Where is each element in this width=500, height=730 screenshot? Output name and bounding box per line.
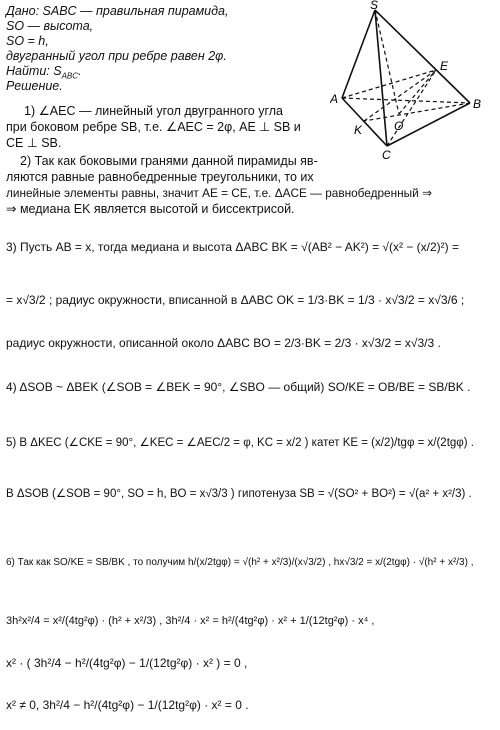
step6-line1: 6) Так как SO/KE = SB/BK , то получим h/(x/2tgφ) = √(h² + x²/3)/(x√3/2) , hx√3/2 = x/(2tgφ) · √(h² + x²/3) , — [6, 557, 474, 568]
given-line-2: SO — высота, — [6, 19, 94, 33]
figure-label-S: S — [370, 0, 379, 12]
figure-label-E: E — [440, 59, 449, 73]
step6-line4: x² ≠ 0, 3h²/4 − h²/(4tg²φ) − 1/(12tg²φ) · x² = 0 . — [6, 698, 249, 712]
step3-line1: 3) Пусть AB = x, тогда медиана и высота ΔABC BK = √(AB² − AK²) = √(x² − (x/2)²) = — [6, 240, 460, 254]
step6-line3: x² · ( 3h²/4 − h²/(4tg²φ) − 1/(12tg²φ) · x² ) = 0 , — [6, 656, 248, 670]
figure-label-B: B — [473, 97, 482, 111]
step5-line1: 5) В ΔKEC (∠CKE = 90°, ∠KEC = ∠AEC/2 = φ, KC = x/2 ) катет KE = (x/2)/tgφ = x/(2tgφ) . — [6, 437, 474, 449]
step2-line4: ⇒ медиана EK является высотой и биссектрисой. — [6, 202, 295, 216]
step2-line1: 2) Так как боковыми гранями данной пирамиды яв- — [20, 154, 318, 168]
step6-line2: 3h²x²/4 = x²/(4tg²φ) · (h² + x²/3) , 3h²/4 · x² = h²/(4tg²φ) · x² + 1/(12tg²φ) · x⁴ , — [6, 615, 375, 627]
step1-line3: CE ⊥ SB. — [6, 136, 62, 150]
step2-line2: ляются равные равнобедренные треугольники, то их — [6, 170, 314, 184]
figure-label-O: O — [394, 119, 404, 133]
figure-label-A: A — [330, 92, 339, 106]
step2-line3: линейные элементы равны, значит AE = CE, т.е. ΔACE — равнобедренный ⇒ — [6, 186, 432, 200]
figure-label-C: C — [382, 148, 391, 160]
solution-heading: Решение. — [6, 79, 63, 93]
pyramid-figure — [330, 0, 500, 160]
step5-line2: В ΔSOB (∠SOB = 90°, SO = h, BO = x√3/3 ) гипотенуза SB = √(SO² + BO²) = √(a² + x²/3) . — [6, 488, 472, 500]
step1-line1: 1) ∠AEC — линейный угол двугранного угла — [24, 104, 283, 118]
given-line-3: SO = h, — [6, 34, 49, 48]
given-line-4: двугранный угол при ребре равен 2φ. — [6, 49, 227, 63]
figure-label-K: K — [354, 123, 363, 137]
given-find: Найти: $S_{ABC}$. — [6, 64, 82, 81]
step3-line2: = x√3/2 ; радиус окружности, вписанной в ΔABC OK = 1/3·BK = 1/3 · x√3/2 = x√3/6 ; — [6, 293, 465, 307]
step3-line3: радиус окружности, описанной около ΔABC BO = 2/3·BK = 2/3 · x√3/2 = x√3/3 . — [6, 336, 441, 350]
given-line-1: Дано: SABC — правильная пирамида, — [6, 4, 229, 18]
step1-line2: при боковом ребре SB, т.е. ∠AEC = 2φ, AE ⊥ SB и — [6, 120, 301, 134]
step4-line: 4) ΔSOB ~ ΔBEK (∠SOB = ∠BEK = 90°, ∠SBO — общий) SO/KE = OB/BE = SB/BK . — [6, 380, 471, 394]
